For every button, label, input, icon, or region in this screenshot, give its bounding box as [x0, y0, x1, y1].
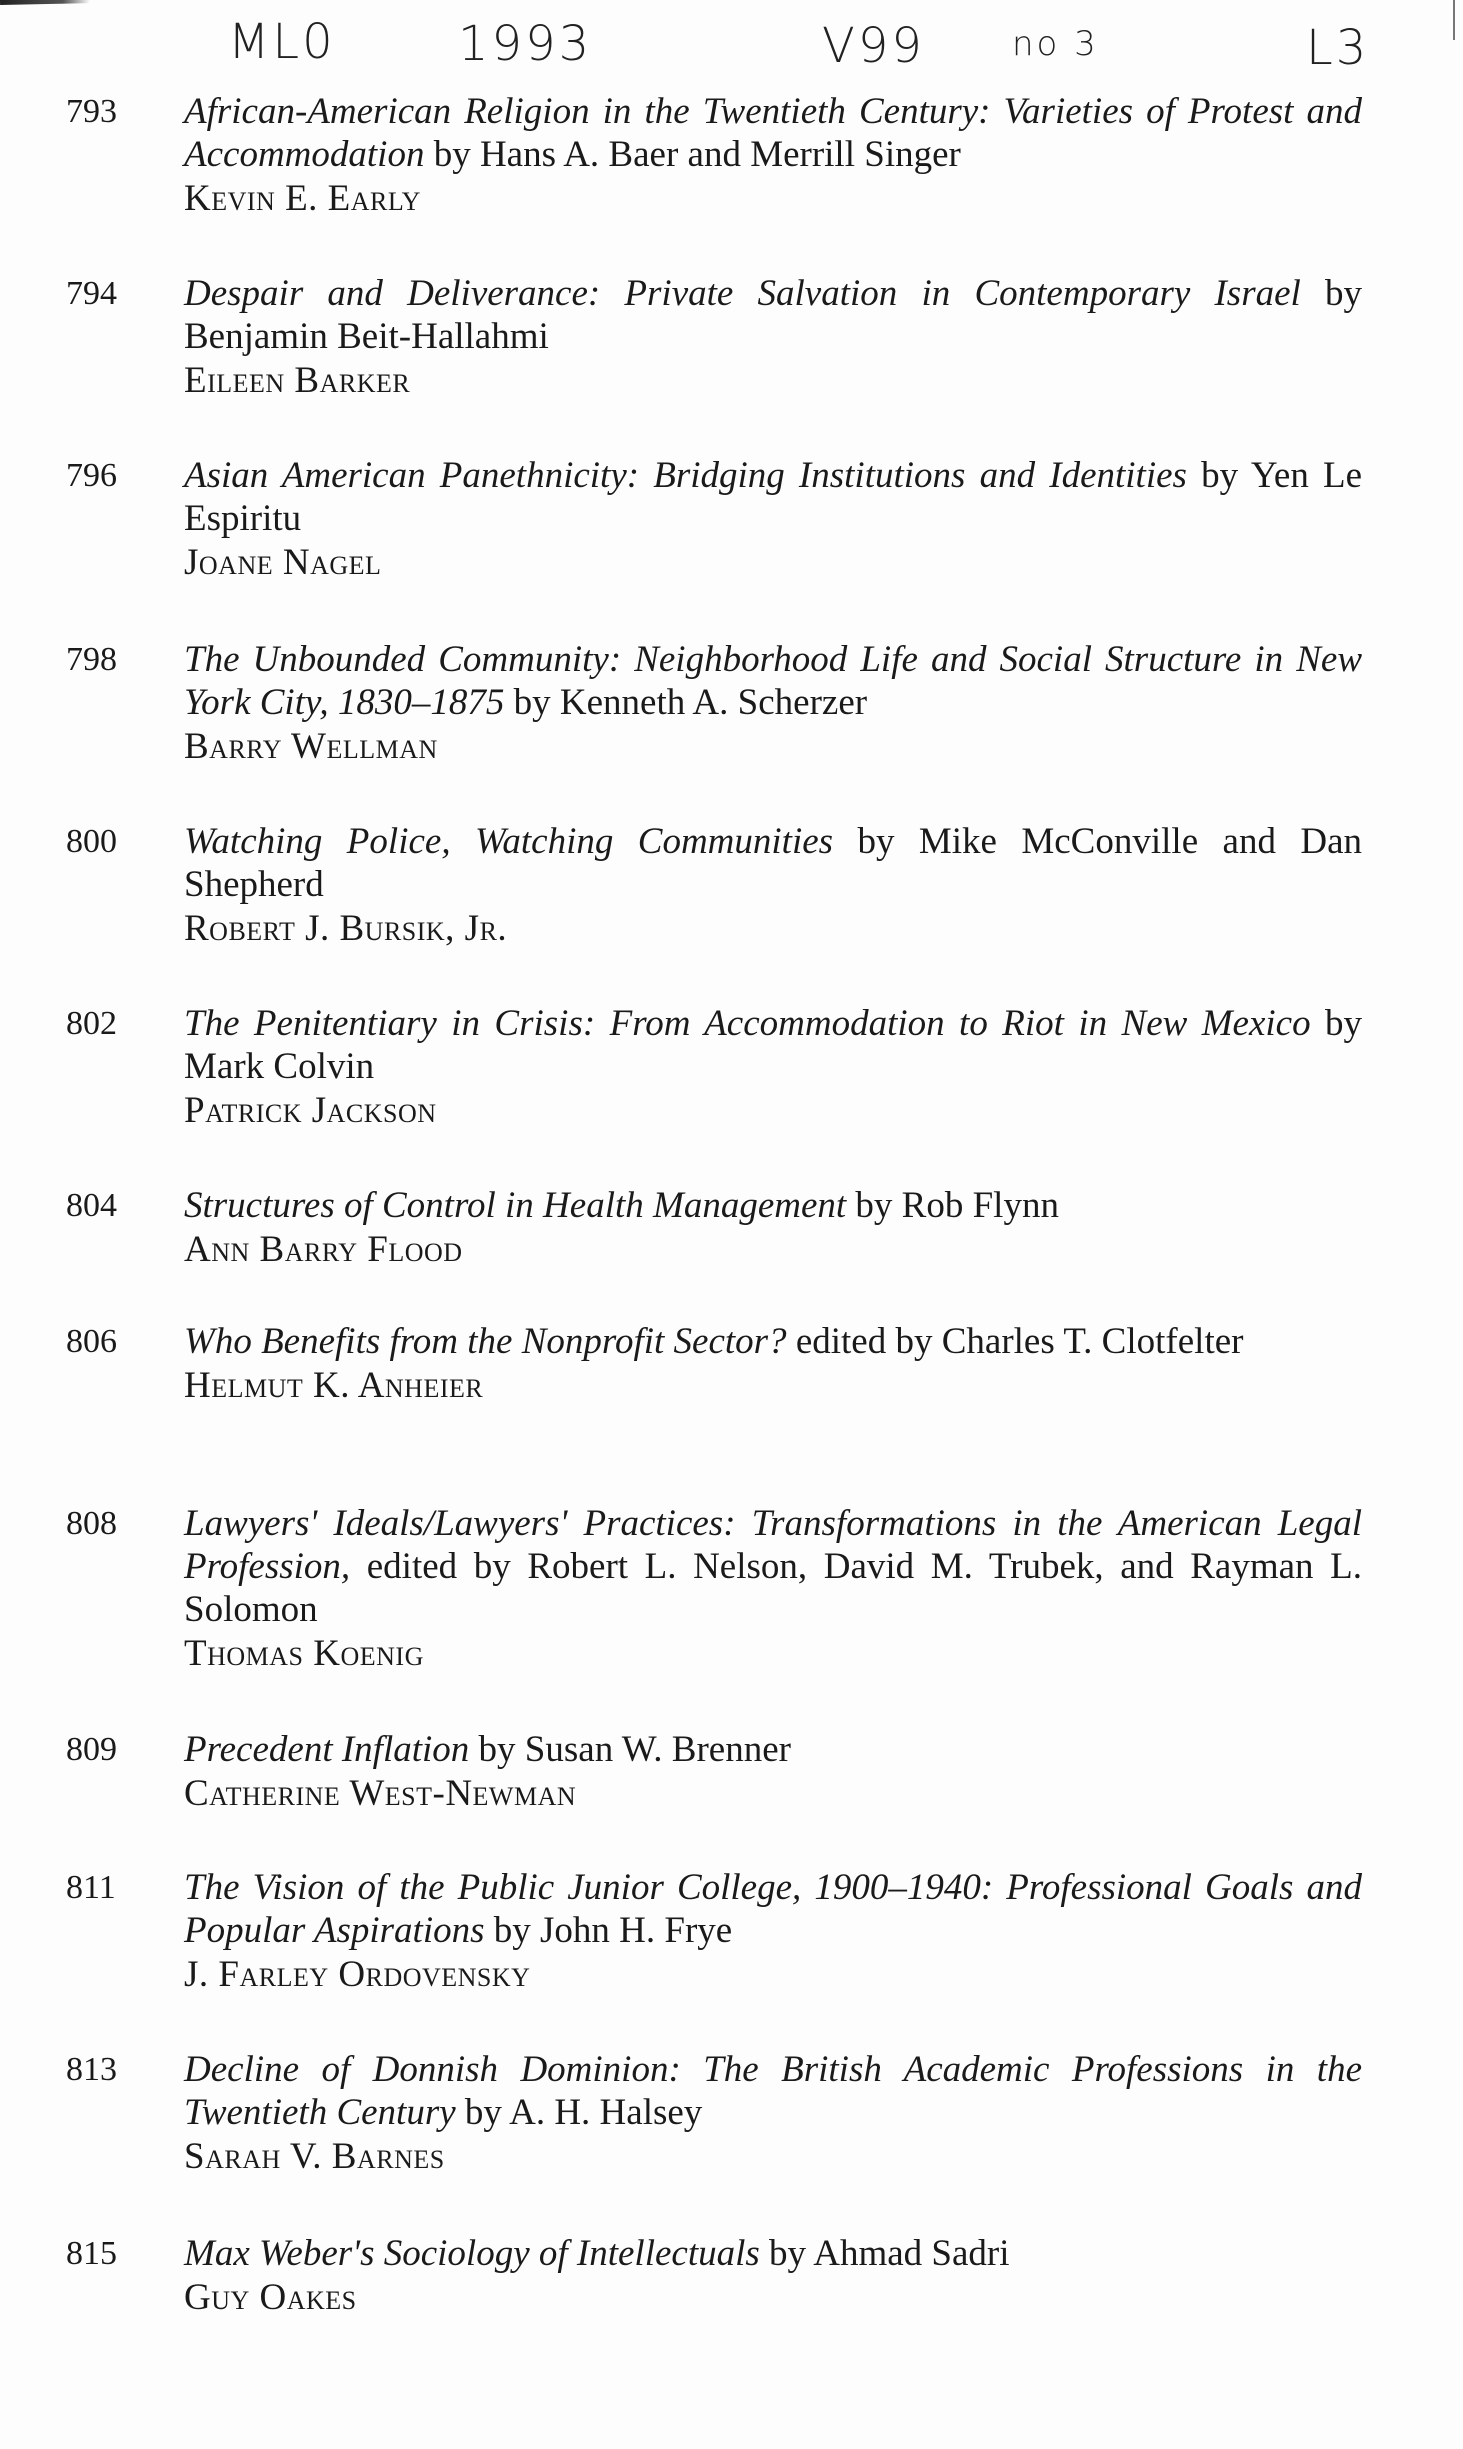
book-byline: by John H. Frye: [484, 1910, 733, 1951]
reviewer-name: Thomas Koenig: [184, 1633, 424, 1674]
page-number: 800: [66, 823, 117, 860]
book-title: Asian American Panethnicity: Bridging Institutions and Identities: [184, 455, 1187, 496]
page-number: 793: [66, 93, 117, 130]
book-citation: [184, 454, 1362, 540]
book-byline: by Hans A. Baer and Merrill Singer: [424, 134, 961, 175]
book-title: The Unbounded Community: Neighborhood Life and Social Structure in New York City, 1830–1875: [184, 639, 1362, 723]
page-number: 806: [66, 1323, 117, 1360]
book-byline: by Ahmad Sadri: [759, 2233, 1010, 2274]
book-title: Structures of Control in Health Management: [184, 1185, 847, 1226]
page-number: 815: [66, 2235, 117, 2272]
book-byline: by Rob Flynn: [846, 1185, 1059, 1226]
entry-body: [184, 454, 1362, 585]
book-byline: by Mark Colvin: [184, 1003, 1362, 1087]
page-number: 798: [66, 641, 117, 678]
book-byline: by Kenneth A. Scherzer: [504, 682, 868, 723]
entry-body: [184, 638, 1362, 769]
reviewer-name: Barry Wellman: [184, 726, 438, 767]
book-title: Despair and Deliverance: Private Salvation in Contemporary Israel: [184, 273, 1301, 314]
handwritten-note: 1993: [458, 16, 593, 72]
page-number: 804: [66, 1187, 117, 1224]
book-title: Precedent Inflation: [184, 1729, 470, 1770]
reviewer-name: Patrick Jackson: [184, 1090, 437, 1131]
book-citation: [184, 638, 1362, 724]
page-number: 794: [66, 275, 117, 312]
handwritten-note: V99: [822, 18, 925, 74]
book-byline: edited by Robert L. Nelson, David M. Trubek, and Rayman L. Solomon: [184, 1546, 1362, 1630]
reviewer-name: Eileen Barker: [184, 360, 411, 401]
book-citation: [184, 1002, 1362, 1088]
page-number: 796: [66, 457, 117, 494]
entry-body: [184, 2232, 1362, 2320]
entry-body: [184, 90, 1362, 221]
handwritten-note: ML0: [228, 14, 336, 70]
entry-body: [184, 1002, 1362, 1133]
scan-edge-mark: [0, 0, 90, 5]
entry-body: [184, 1866, 1362, 1997]
book-citation: [184, 1728, 1362, 1771]
book-citation: [184, 2232, 1362, 2275]
book-citation: [184, 90, 1362, 176]
book-byline: by A. H. Halsey: [455, 2092, 703, 2133]
entry-body: [184, 272, 1362, 403]
book-byline: by Benjamin Beit-Hallahmi: [184, 273, 1363, 357]
reviewer-name: Ann Barry Flood: [184, 1229, 463, 1270]
book-citation: [184, 1320, 1362, 1363]
entry-body: [184, 1320, 1362, 1408]
book-title: Who Benefits from the Nonprofit Sector?: [184, 1321, 787, 1362]
book-byline: by Yen Le Espiritu: [184, 455, 1363, 539]
reviewer-name: Kevin E. Early: [184, 178, 421, 219]
book-byline: edited by Charles T. Clotfelter: [786, 1321, 1244, 1362]
book-title: The Vision of the Public Junior College, 1900–1940: Professional Goals and Popular Aspirations: [184, 1867, 1362, 1951]
page-number: 802: [66, 1005, 117, 1042]
reviewer-name: Joane Nagel: [184, 542, 382, 583]
book-title: The Penitentiary in Crisis: From Accommodation to Riot in New Mexico: [184, 1003, 1311, 1044]
page-number: 813: [66, 2051, 117, 2088]
reviewer-name: Robert J. Bursik, Jr.: [184, 908, 508, 949]
reviewer-name: Sarah V. Barnes: [184, 2136, 445, 2177]
book-byline: by Mike McConville and Dan Shepherd: [184, 821, 1362, 905]
entry-body: [184, 1184, 1362, 1272]
book-title: Watching Police, Watching Communities: [184, 821, 834, 862]
entry-body: [184, 2048, 1362, 2179]
reviewer-name: Guy Oakes: [184, 2277, 357, 2318]
book-byline: by Susan W. Brenner: [469, 1729, 791, 1770]
page-number: 811: [66, 1869, 116, 1906]
book-citation: [184, 272, 1362, 358]
entry-body: [184, 1728, 1362, 1816]
handwritten-note: L3: [1306, 20, 1370, 76]
entry-body: [184, 1502, 1362, 1676]
page-number: 809: [66, 1731, 117, 1768]
book-citation: [184, 820, 1362, 906]
book-title: Max Weber's Sociology of Intellectuals: [184, 2233, 760, 2274]
book-title: African-American Religion in the Twentieth Century: Varieties of Protest and Accommodation: [184, 91, 1362, 175]
book-citation: [184, 1866, 1362, 1952]
book-citation: [184, 1184, 1362, 1227]
book-title: Lawyers' Ideals/Lawyers' Practices: Transformations in the American Legal Profession,: [184, 1503, 1362, 1587]
entry-body: [184, 820, 1362, 951]
handwritten-note: no 3: [1012, 24, 1099, 64]
page-number: 808: [66, 1505, 117, 1542]
handwritten-annotation: [0, 14, 1463, 94]
book-title: Decline of Donnish Dominion: The British Academic Professions in the Twentieth Century: [184, 2049, 1362, 2133]
reviewer-name: Catherine West-Newman: [184, 1773, 577, 1814]
book-citation: [184, 2048, 1362, 2134]
reviewer-name: Helmut K. Anheier: [184, 1365, 484, 1406]
book-citation: [184, 1502, 1362, 1631]
reviewer-name: J. Farley Ordovensky: [184, 1954, 531, 1995]
